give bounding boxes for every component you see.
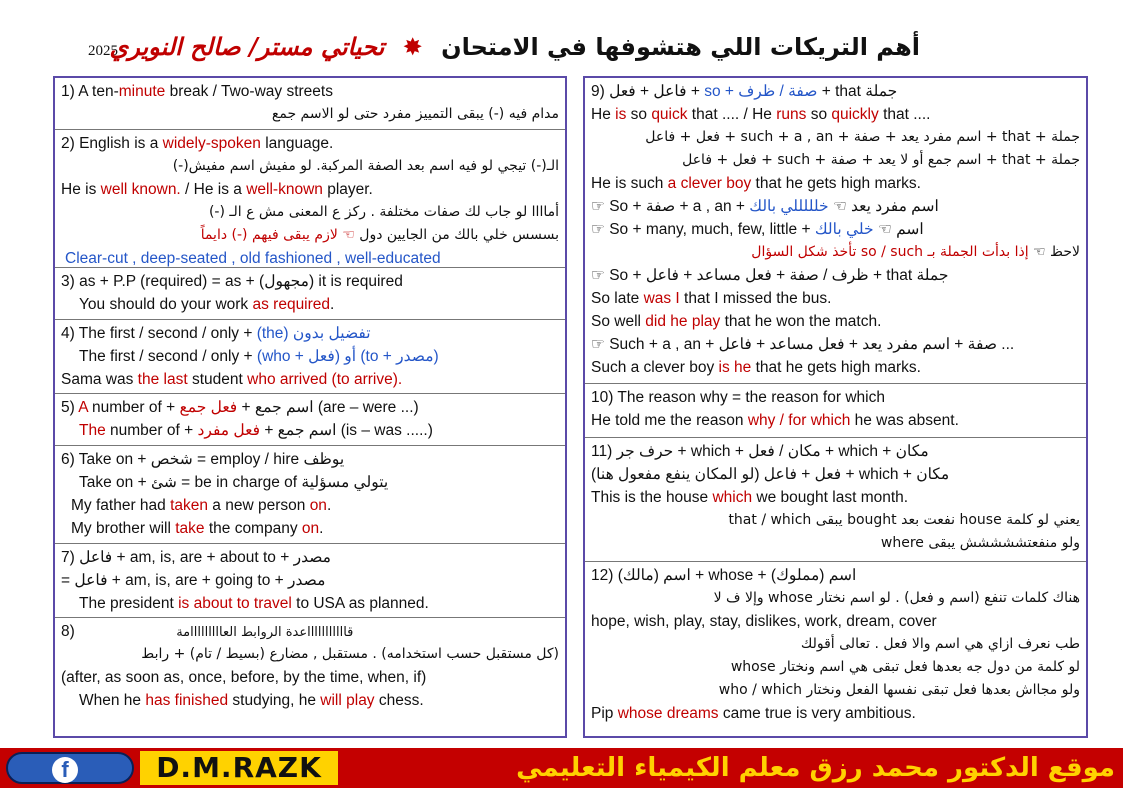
rule-9-example-3: So late was I that I missed the bus. — [591, 290, 832, 307]
rule-2-note-3: بسسس خلي بالك من الجايين دول ☜ لازم يبقى فيهم (-) دايماً — [200, 227, 559, 243]
rule-10 — [585, 384, 1086, 438]
rule-12-note-1: هناك كلمات تنفع (اسم و فعل) . لو اسم نختار whose وإلا ف لا — [713, 590, 1080, 606]
rule-9-such-plural: جملة + that + اسم جمع أو لا يعد + صفة + such + فعل + فاعل — [682, 152, 1080, 168]
rule-2-note-2: أماااا لو جاب لك صفات مختلفة . ركز ع المعنى مش ع الـ (-) — [208, 204, 559, 220]
site-name: موقع الدكتور محمد رزق معلم الكيمياء التعليمي — [516, 753, 1115, 783]
rule-2-note-1: الـ(-) تيجي لو فيه اسم بعد الصفة المركبة. لو مفيش اسم مفيش(-) — [172, 158, 559, 174]
rule-1 — [55, 78, 565, 130]
star-icon: ✸ — [402, 33, 423, 61]
rule-12 — [585, 562, 1086, 734]
rule-9-example-1: He is so quick that .... / He runs so quickly that .... — [591, 106, 931, 123]
rule-6-example-2: My brother will take the company on. — [71, 520, 324, 537]
rule-1-line-1: 1) A ten-minute break / Two-way streets — [61, 83, 333, 100]
rule-12-note-3: لو كلمة من دول جه بعدها فعل تبقى هي اسم ونختار whose — [730, 659, 1080, 675]
rule-2 — [55, 130, 565, 268]
rule-4 — [55, 320, 565, 394]
rule-9-such-inversion: ☞ Such + a , an + صفة + اسم مفرد يعد + فعل مساعد + فاعل ... — [591, 336, 1015, 353]
rule-3-example: You should do your work as required. — [79, 296, 335, 313]
rule-12-note-2: طب نعرف ازاي هي اسم والا فعل . تعالى أقولك — [800, 636, 1080, 652]
rule-9-note-1: ☞ So + صفة + a , an + اسم مفرد يعد ☜ خلللللي بالك — [591, 198, 939, 215]
rule-12-word-list: hope, wish, play, stay, dislikes, work, dream, cover — [591, 613, 937, 630]
brand-logo: D.M.RAZK — [140, 751, 338, 785]
rule-11 — [585, 438, 1086, 562]
rule-8-connectors: (after, as soon as, once, before, by the time, when, if) — [61, 669, 427, 686]
rule-10-line-1: 10) The reason why = the reason for which — [591, 389, 885, 406]
rule-9-example-5: Such a clever boy is he that he gets high marks. — [591, 359, 921, 376]
title-main: أهم التريكات اللي هتشوفها في الامتحان — [441, 33, 920, 61]
rule-3-line-1: 3) as + P.P (required) = as + (مجهول) it is required — [61, 273, 403, 290]
rule-9-note-3: لاحظ ☜ إذا بدأت الجملة بـ so / such تأخذ شكل السؤال — [751, 244, 1080, 260]
rule-9-such-singular: جملة + that + اسم مفرد يعد + صفة + such + a , an + فعل + فاعل — [645, 129, 1080, 145]
rule-7 — [55, 544, 565, 618]
rule-11-note-2: ولو منفعتششششش يبقى where — [880, 535, 1080, 551]
rule-6 — [55, 446, 565, 544]
title-author: تحياتي مستر/ صالح النويري — [109, 32, 385, 61]
year-label: 2025 — [88, 43, 118, 59]
rule-2-examples-list: Clear-cut , deep-seated , old fashioned , well-educated — [65, 250, 441, 267]
rule-1-note: مدام فيه (-) يبقى التمييز مفرد حتى لو الاسم جمع — [271, 106, 559, 122]
rule-11-line-1: 11) حرف جر + which + مكان / فعل + which + مكان — [591, 443, 929, 460]
rule-6-example-1: My father had taken a new person on. — [71, 497, 332, 514]
rule-6-line-2: Take on + شئ = be in charge of يتولي مسؤلية — [79, 474, 389, 491]
rule-11-line-2: (لو المكان ينفع مفعول هنا) فعل + فاعل + which + مكان — [591, 466, 950, 483]
rule-11-example: This is the house which we bought last month. — [591, 489, 909, 506]
rule-7-example: The president is about to travel to USA as planned. — [79, 595, 429, 612]
rule-4-example: Sama was the last student who arrived (to arrive). — [61, 371, 403, 388]
rule-12-line-1: 12) (مالك) اسم + whose + (مملوك) اسم — [591, 567, 857, 584]
rule-7-line-1: 7) فاعل + am, is, are + about to + مصدر — [61, 549, 331, 566]
rule-11-note-1: يعني لو كلمة house نفعت بعد bought يبقى that / which — [728, 512, 1080, 528]
rule-2-line-1: 2) English is a widely-spoken language. — [61, 135, 334, 152]
rule-4-line-1: 4) The first / second / only + (the) تفضيل بدون — [61, 325, 371, 342]
facebook-link[interactable] — [6, 752, 134, 784]
rule-9-line-1: 9) فاعل + فعل + so + صفة / ظرف + that جملة — [591, 83, 898, 100]
right-column — [583, 76, 1088, 738]
rule-5-line-1: 5) A number of + اسم جمع + فعل جمع (are – were ...) — [61, 399, 419, 416]
rule-9 — [585, 78, 1086, 384]
rule-9-example-2: He is such a clever boy that he gets high marks. — [591, 175, 921, 192]
rule-9-note-2: ☞ So + many, much, few, little + اسم ☜ خلي بالك — [591, 221, 924, 238]
rule-8-example: When he has finished studying, he will play chess. — [79, 692, 424, 709]
facebook-icon: f — [52, 757, 78, 783]
rule-5-line-2: The number of + اسم جمع + فعل مفرد (is – was .....) — [79, 422, 433, 439]
rule-8 — [55, 618, 565, 736]
rule-10-example: He told me the reason why / for which he was absent. — [591, 412, 959, 429]
rule-12-note-4: ولو مجااش بعدها فعل تبقى نفسها الفعل ونختار who / which — [718, 682, 1080, 698]
rule-8-line-1: 8) قاااااااااااعدة الروابط العااااااااامة — [61, 623, 354, 640]
rule-9-example-4: So well did he play that he won the match. — [591, 313, 882, 330]
page-title — [109, 32, 920, 61]
rule-8-note: (كل مستقبل حسب استخدامه) . مستقبل , مضارع (بسيط / تام) + رابط — [141, 646, 559, 662]
page-header — [0, 0, 1123, 76]
rule-9-inversion: ☞ So + ظرف / صفة + فعل مساعد + فاعل + that جملة — [591, 267, 949, 284]
footer-banner — [0, 748, 1123, 788]
rule-3 — [55, 268, 565, 320]
rule-2-example: He is well known. / He is a well-known player. — [61, 181, 373, 198]
rule-12-example: Pip whose dreams came true is very ambitious. — [591, 705, 916, 722]
rule-4-line-2: The first / second / only + (who + فعل) أو (to + مصدر) — [79, 348, 439, 365]
left-column — [53, 76, 567, 738]
rule-7-line-2: = فاعل + am, is, are + going to + مصدر — [61, 572, 326, 589]
rule-6-line-1: 6) Take on + شخص = employ / hire يوظف — [61, 451, 345, 468]
rule-5 — [55, 394, 565, 446]
